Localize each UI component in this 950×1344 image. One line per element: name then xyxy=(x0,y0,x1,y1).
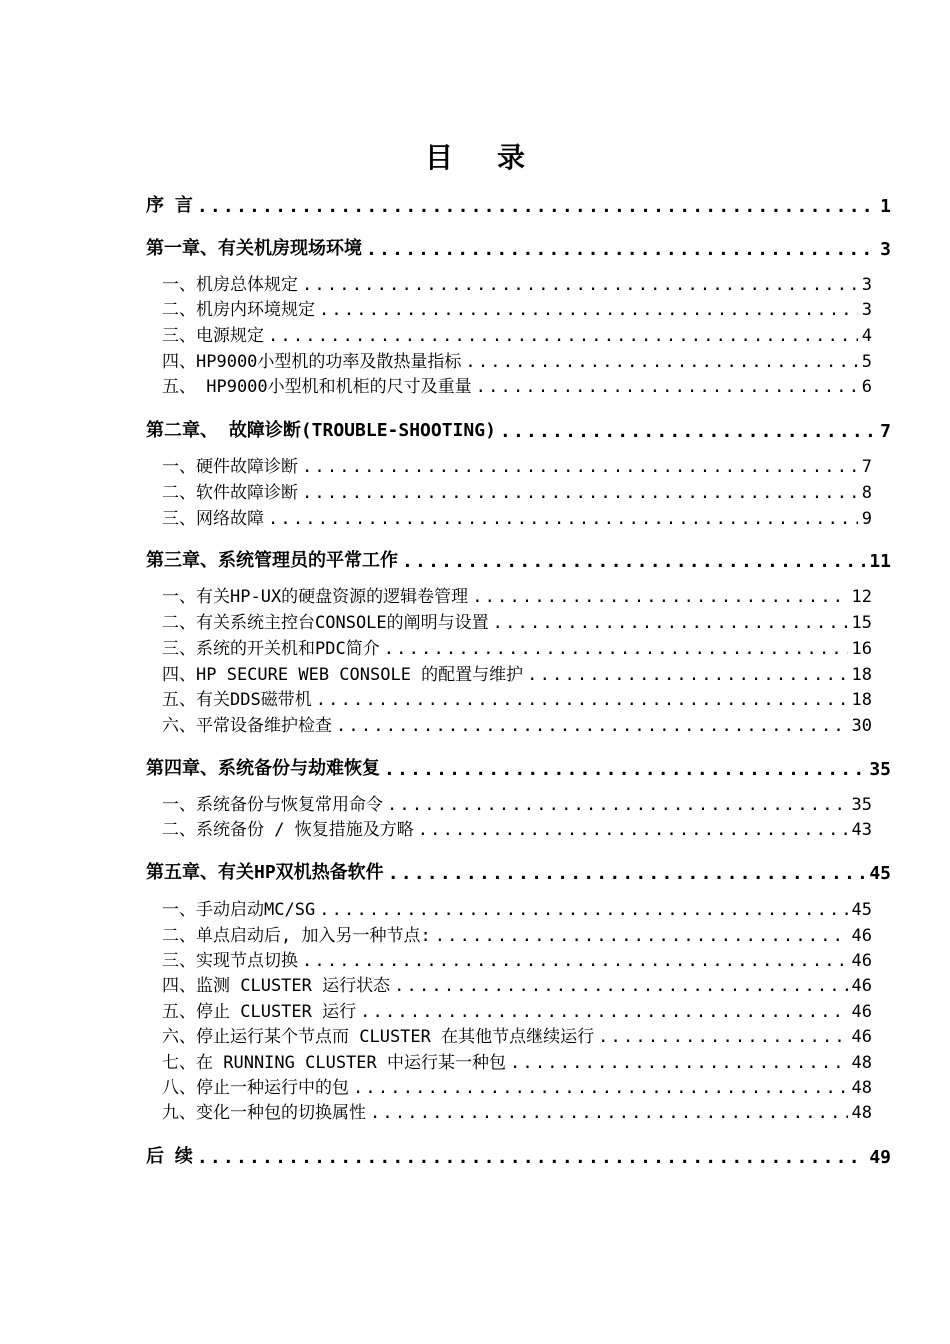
toc-entry-label: 一、手动启动MC/SG xyxy=(162,900,316,920)
toc-section-entry[interactable] xyxy=(146,816,872,840)
toc-entry-label: 二、机房内环境规定 xyxy=(162,300,315,320)
toc-leader-dots xyxy=(465,352,857,372)
toc-chapter-entry[interactable] xyxy=(146,193,891,217)
toc-leader-dots xyxy=(360,1002,847,1022)
toc-chapter-entry[interactable] xyxy=(146,1144,891,1168)
toc-page-number: 8 xyxy=(861,483,872,503)
toc-section-entry[interactable] xyxy=(146,712,872,736)
toc-leader-dots xyxy=(493,613,848,633)
toc-title xyxy=(0,136,950,176)
toc-section-entry[interactable] xyxy=(146,998,872,1022)
toc-page-number: 48 xyxy=(851,1053,872,1073)
toc-page-number: 4 xyxy=(861,326,872,346)
toc-section-entry[interactable] xyxy=(146,1049,872,1073)
toc-leader-dots xyxy=(394,976,847,996)
toc-page-number: 18 xyxy=(851,690,872,710)
toc-section-entry[interactable] xyxy=(146,661,872,685)
toc-leader-dots xyxy=(435,926,848,946)
toc-page-number: 43 xyxy=(851,820,872,840)
toc-entry-label: 后 续 xyxy=(146,1146,193,1167)
toc-leader-dots xyxy=(316,690,848,710)
toc-section-entry[interactable] xyxy=(146,373,872,397)
toc-page-number: 1 xyxy=(880,196,891,217)
toc-page-number: 12 xyxy=(851,587,872,607)
toc-entry-label: 三、电源规定 xyxy=(162,326,264,346)
toc-page-number: 46 xyxy=(851,1027,872,1047)
toc-entry-label: 第二章、 故障诊断(TROUBLE-SHOOTING) xyxy=(146,420,496,441)
toc-leader-dots xyxy=(598,1027,847,1047)
toc-entry-label: 二、软件故障诊断 xyxy=(162,483,298,503)
toc-entry-label: 二、单点启动后, 加入另一种节点: xyxy=(162,926,431,946)
toc-leader-dots xyxy=(268,509,858,529)
toc-entry-label: 四、监测 CLUSTER 运行状态 xyxy=(162,976,391,996)
toc-entry-label: 六、停止运行某个节点而 CLUSTER 在其他节点继续运行 xyxy=(162,1027,595,1047)
toc-entry-label: 二、系统备份 / 恢复措施及方略 xyxy=(162,820,414,840)
toc-leader-dots xyxy=(476,377,858,397)
toc-leader-dots xyxy=(472,587,847,607)
toc-page-number: 6 xyxy=(861,377,872,397)
toc-page-number: 9 xyxy=(861,509,872,529)
toc-leader-dots xyxy=(384,760,865,780)
toc-leader-dots xyxy=(197,197,876,217)
toc-section-entry[interactable] xyxy=(146,922,872,946)
toc-page-number: 48 xyxy=(851,1103,872,1123)
toc-section-entry[interactable] xyxy=(146,1023,872,1047)
toc-page-number: 3 xyxy=(861,300,872,320)
toc-entry-label: 三、网络故障 xyxy=(162,509,264,529)
toc-page-number: 45 xyxy=(851,900,872,920)
toc-section-entry[interactable] xyxy=(146,686,872,710)
toc-page-number: 35 xyxy=(851,795,872,815)
toc-leader-dots xyxy=(387,795,848,815)
toc-entry-label: 一、机房总体规定 xyxy=(162,275,298,295)
toc-page-number: 45 xyxy=(869,863,891,884)
toc-entry-label: 九、变化一种包的切换属性 xyxy=(162,1103,366,1123)
toc-page-number: 7 xyxy=(861,457,872,477)
toc-entry-label: 七、在 RUNNING CLUSTER 中运行某一种包 xyxy=(162,1053,506,1073)
toc-page-number: 46 xyxy=(851,926,872,946)
toc-page-number: 30 xyxy=(851,716,872,736)
toc-page-number: 15 xyxy=(851,613,872,633)
toc-entry-label: 二、有关系统主控台CONSOLE的阐明与设置 xyxy=(162,613,489,633)
toc-section-entry[interactable] xyxy=(146,791,872,815)
toc-entry-label: 一、系统备份与恢复常用命令 xyxy=(162,795,383,815)
toc-page-number: 48 xyxy=(851,1078,872,1098)
toc-leader-dots xyxy=(388,864,866,884)
toc-leader-dots xyxy=(500,422,876,442)
toc-section-entry[interactable] xyxy=(146,896,872,920)
toc-section-entry[interactable] xyxy=(146,1074,872,1098)
toc-leader-dots xyxy=(302,483,858,503)
toc-entry-label: 第四章、系统备份与劫难恢复 xyxy=(146,758,380,779)
toc-page-number: 46 xyxy=(851,976,872,996)
toc-entry-label: 一、硬件故障诊断 xyxy=(162,457,298,477)
toc-leader-dots xyxy=(353,1078,848,1098)
toc-section-entry[interactable] xyxy=(146,479,872,503)
toc-entry-label: 三、系统的开关机和PDC简介 xyxy=(162,639,380,659)
toc-section-entry[interactable] xyxy=(146,583,872,607)
toc-page-number: 49 xyxy=(869,1147,891,1168)
toc-leader-dots xyxy=(527,665,847,685)
toc-chapter-entry[interactable] xyxy=(146,418,891,442)
toc-page-number: 3 xyxy=(880,239,891,260)
toc-section-entry[interactable] xyxy=(146,635,872,659)
toc-leader-dots xyxy=(319,900,847,920)
toc-entry-label: 第三章、系统管理员的平常工作 xyxy=(146,550,398,571)
toc-page-number: 46 xyxy=(851,1002,872,1022)
toc-entry-label: 五、 HP9000小型机和机柜的尺寸及重量 xyxy=(162,377,472,397)
toc-leader-dots xyxy=(268,326,858,346)
toc-leader-dots xyxy=(302,275,858,295)
toc-section-entry[interactable] xyxy=(146,322,872,346)
toc-section-entry[interactable] xyxy=(146,271,872,295)
toc-page-number: 35 xyxy=(869,759,891,780)
toc-entry-label: 五、停止 CLUSTER 运行 xyxy=(162,1002,357,1022)
toc-title-char-1: 目 xyxy=(424,141,453,174)
toc-page-number: 46 xyxy=(851,951,872,971)
toc-page-number: 16 xyxy=(851,639,872,659)
toc-leader-dots xyxy=(302,457,858,477)
toc-leader-dots xyxy=(384,639,848,659)
toc-entry-label: 四、HP SECURE WEB CONSOLE 的配置与维护 xyxy=(162,665,524,685)
toc-section-entry[interactable] xyxy=(146,1099,872,1123)
toc-leader-dots xyxy=(418,820,848,840)
toc-chapter-entry[interactable] xyxy=(146,756,891,780)
toc-page-number: 5 xyxy=(861,352,872,372)
toc-leader-dots xyxy=(319,300,858,320)
toc-leader-dots xyxy=(366,240,876,260)
toc-leader-dots xyxy=(370,1103,848,1123)
toc-page-number: 11 xyxy=(869,551,891,572)
toc-entry-label: 四、HP9000小型机的功率及散热量指标 xyxy=(162,352,462,372)
toc-chapter-entry[interactable] xyxy=(146,236,891,260)
toc-page-number: 3 xyxy=(861,275,872,295)
toc-section-entry[interactable] xyxy=(146,453,872,477)
toc-chapter-entry[interactable] xyxy=(146,548,891,572)
toc-section-entry[interactable] xyxy=(146,348,872,372)
toc-leader-dots xyxy=(302,951,848,971)
toc-entry-label: 第五章、有关HP双机热备软件 xyxy=(146,862,384,883)
toc-section-entry[interactable] xyxy=(146,505,872,529)
toc-leader-dots xyxy=(402,552,865,572)
toc-leader-dots xyxy=(197,1148,865,1168)
toc-page-number: 7 xyxy=(880,421,891,442)
toc-leader-dots xyxy=(336,716,848,736)
toc-entry-label: 第一章、有关机房现场环境 xyxy=(146,238,362,259)
toc-title-char-2: 录 xyxy=(497,141,526,174)
toc-entry-label: 一、有关HP-UX的硬盘资源的逻辑卷管理 xyxy=(162,587,469,607)
toc-page-number: 18 xyxy=(851,665,872,685)
toc-section-entry[interactable] xyxy=(146,972,872,996)
toc-entry-label: 五、有关DDS磁带机 xyxy=(162,690,312,710)
toc-entry-label: 序 言 xyxy=(146,195,193,216)
toc-entry-label: 六、平常设备维护检查 xyxy=(162,716,332,736)
toc-chapter-entry[interactable] xyxy=(146,860,891,884)
toc-entry-label: 八、停止一种运行中的包 xyxy=(162,1078,349,1098)
toc-section-entry[interactable] xyxy=(146,609,872,633)
toc-section-entry[interactable] xyxy=(146,947,872,971)
toc-section-entry[interactable] xyxy=(146,296,872,320)
toc-leader-dots xyxy=(510,1053,848,1073)
toc-entry-label: 三、实现节点切换 xyxy=(162,951,298,971)
